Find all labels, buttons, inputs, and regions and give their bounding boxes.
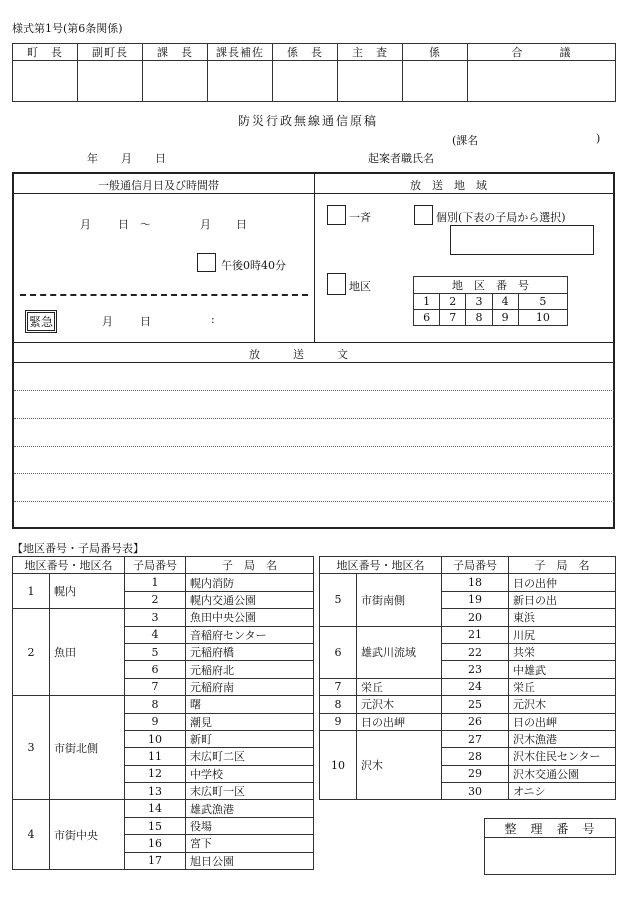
time-option-checkbox[interactable]	[197, 253, 216, 272]
approval-stamp-cell[interactable]	[78, 61, 143, 102]
substation-number: 7	[125, 678, 186, 695]
station-table-title: 【地区番号・子局番号表】	[12, 542, 144, 555]
emergency-colon: :	[211, 313, 215, 326]
substation-name: 中雄武	[509, 661, 616, 678]
approval-stamp-cell[interactable]	[143, 61, 208, 102]
area-number: 4	[13, 800, 50, 870]
station-table-right	[319, 556, 616, 800]
substation-name: 日の出岬	[509, 713, 616, 730]
date-year-label: 年	[87, 152, 98, 165]
area-name: 日の出岬	[357, 713, 442, 730]
substation-name: 幌内交通公園	[186, 591, 314, 608]
substation-name: 末広町二区	[186, 748, 314, 765]
substation-name: 曙	[186, 696, 314, 713]
approval-header-0: 町 長	[13, 44, 78, 61]
header-station-name: 子 局 名	[186, 557, 314, 574]
substation-name: オニシ	[509, 783, 616, 800]
area-number-cell[interactable]: 10	[518, 310, 567, 326]
area-name: 魚田	[50, 609, 125, 696]
substation-number: 25	[442, 696, 509, 713]
substation-number: 23	[442, 661, 509, 678]
area-grid-title: 地 区 番 号	[414, 277, 568, 294]
substation-number: 3	[125, 609, 186, 626]
substation-name: 潮見	[186, 713, 314, 730]
area-number: 6	[320, 626, 357, 678]
substation-name: 元沢木	[509, 696, 616, 713]
approval-stamp-table	[12, 43, 616, 102]
approval-stamp-cell[interactable]	[208, 61, 273, 102]
area-number-cell[interactable]: 3	[466, 294, 492, 310]
period-day-2: 日	[236, 218, 247, 231]
approval-stamp-cell[interactable]	[403, 61, 468, 102]
substation-name: 元稲府南	[186, 678, 314, 695]
substation-number: 9	[125, 713, 186, 730]
substation-number: 29	[442, 765, 509, 782]
department-label: (課名	[452, 134, 479, 147]
drafter-label: 起案者職氏名	[368, 152, 434, 165]
substation-name: 元稲府橋	[186, 643, 314, 660]
substation-name: 中学校	[186, 765, 314, 782]
table-header-row	[320, 557, 616, 574]
approval-stamp-cell[interactable]	[338, 61, 403, 102]
substation-number: 4	[125, 626, 186, 643]
substation-name: 川尻	[509, 626, 616, 643]
area-number: 3	[13, 696, 50, 800]
substation-number: 22	[442, 643, 509, 660]
area-name: 栄丘	[357, 678, 442, 695]
substation-name: 旭日公園	[186, 852, 314, 869]
substation-name: 役場	[186, 817, 314, 834]
form-number-label: 様式第1号(第6条関係)	[12, 22, 123, 35]
header-area: 地区番号・地区名	[320, 557, 442, 574]
header-substation: 子局番号	[442, 557, 509, 574]
substation-name: 新町	[186, 730, 314, 747]
area-number-cell[interactable]: 6	[414, 310, 440, 326]
substation-number: 6	[125, 661, 186, 678]
substation-name: 雄武漁港	[186, 800, 314, 817]
substation-number: 14	[125, 800, 186, 817]
substation-number: 2	[125, 591, 186, 608]
department-close: )	[596, 132, 601, 145]
text-header-divider	[12, 362, 615, 363]
substation-name: 栄丘	[509, 678, 616, 695]
period-day-1: 日	[118, 218, 129, 231]
broadcast-area-label: 地区	[349, 280, 371, 293]
area-name: 市街中央	[50, 800, 125, 870]
table-header-row	[13, 557, 314, 574]
reference-number-box	[484, 818, 616, 875]
table-row	[320, 626, 616, 643]
substation-number: 5	[125, 643, 186, 660]
approval-header-6: 係	[403, 44, 468, 61]
substation-name: 沢木交通公園	[509, 765, 616, 782]
area-number-cell[interactable]: 4	[492, 294, 518, 310]
broadcast-text-area[interactable]	[14, 364, 614, 527]
header-substation: 子局番号	[125, 557, 186, 574]
area-number: 7	[320, 678, 357, 695]
date-month-label: 月	[121, 152, 132, 165]
substation-name: 日の出仲	[509, 574, 616, 591]
emergency-separator	[20, 294, 308, 296]
substation-number: 18	[442, 574, 509, 591]
broadcast-text-header: 放 送 文	[249, 348, 348, 361]
station-table-left	[12, 556, 314, 870]
period-month-2: 月	[200, 218, 211, 231]
broadcast-all-label: 一斉	[349, 211, 371, 224]
table-row	[320, 574, 616, 591]
period-month-1: 月	[80, 218, 91, 231]
document-title: 防災行政無線通信原稿	[238, 114, 379, 128]
area-name: 市街北側	[50, 696, 125, 800]
approval-header-7: 合 議	[468, 44, 616, 61]
approval-stamp-cell[interactable]	[273, 61, 338, 102]
approval-stamp-cell[interactable]	[13, 61, 78, 102]
area-number: 10	[320, 730, 357, 800]
area-name: 幌内	[50, 574, 125, 609]
table-row	[13, 574, 314, 591]
period-header: 一般通信月日及び時間帯	[98, 179, 219, 192]
table-row	[13, 696, 314, 713]
emergency-badge: 緊急	[27, 312, 55, 331]
table-row	[320, 678, 616, 695]
area-name: 雄武川流域	[357, 626, 442, 678]
substation-number: 26	[442, 713, 509, 730]
substation-name: 宮下	[186, 835, 314, 852]
table-row	[320, 696, 616, 713]
header-station-name: 子 局 名	[509, 557, 616, 574]
section-divider	[12, 342, 615, 343]
substation-name: 末広町一区	[186, 783, 314, 800]
substation-name: 元稲府北	[186, 661, 314, 678]
approval-header-4: 係 長	[273, 44, 338, 61]
area-number: 5	[320, 574, 357, 626]
area-name: 沢木	[357, 730, 442, 800]
table-row	[320, 730, 616, 747]
time-option-label: 午後0時40分	[221, 259, 286, 272]
date-day-label: 日	[155, 152, 166, 165]
area-number-cell[interactable]: 2	[440, 294, 466, 310]
area-number-cell[interactable]: 5	[518, 294, 567, 310]
substation-name: 沢木漁港	[509, 730, 616, 747]
area-number: 1	[13, 574, 50, 609]
broadcast-individual-label: 個別(下表の子局から選択)	[436, 211, 566, 224]
emergency-month: 月	[102, 315, 113, 328]
area-number: 2	[13, 609, 50, 696]
approval-header-5: 主 査	[338, 44, 403, 61]
substation-name: 幌内消防	[186, 574, 314, 591]
substation-name: 東浜	[509, 609, 616, 626]
table-row	[320, 713, 616, 730]
header-area: 地区番号・地区名	[13, 557, 125, 574]
approval-header-2: 課 長	[143, 44, 208, 61]
area-number-grid	[413, 276, 568, 326]
emergency-day: 日	[140, 315, 151, 328]
reference-number-label: 整 理 番 号	[485, 819, 616, 838]
broadcast-area-checkbox[interactable]	[327, 273, 346, 295]
broadcast-all-checkbox[interactable]	[327, 205, 346, 225]
substation-number: 8	[125, 696, 186, 713]
substation-number: 12	[125, 765, 186, 782]
substation-number: 13	[125, 783, 186, 800]
approval-header-1: 副町長	[78, 44, 143, 61]
header-divider	[12, 193, 615, 194]
area-header: 放 送 地 域	[410, 179, 487, 192]
form-column-divider	[314, 172, 315, 342]
area-number-cell[interactable]: 8	[466, 310, 492, 326]
substation-number: 24	[442, 678, 509, 695]
substation-number: 10	[125, 730, 186, 747]
reference-number-field[interactable]	[485, 838, 616, 875]
substation-number: 11	[125, 748, 186, 765]
substation-number: 17	[125, 852, 186, 869]
area-number-cell[interactable]: 1	[414, 294, 440, 310]
substation-number: 30	[442, 783, 509, 800]
period-tilde: 〜	[140, 218, 151, 231]
substation-number: 16	[125, 835, 186, 852]
substation-number: 20	[442, 609, 509, 626]
substation-number: 19	[442, 591, 509, 608]
table-row	[13, 609, 314, 626]
table-row	[13, 800, 314, 817]
substation-name: 魚田中央公園	[186, 609, 314, 626]
approval-header-3: 課長補佐	[208, 44, 273, 61]
area-number: 8	[320, 696, 357, 713]
area-name: 元沢木	[357, 696, 442, 713]
substation-name: 音稲府センター	[186, 626, 314, 643]
area-name: 市街南側	[357, 574, 442, 626]
approval-stamp-cell[interactable]	[468, 61, 616, 102]
substation-name: 沢木住民センター	[509, 748, 616, 765]
individual-stations-field[interactable]	[450, 225, 594, 255]
substation-name: 共栄	[509, 643, 616, 660]
substation-number: 21	[442, 626, 509, 643]
substation-name: 新日の出	[509, 591, 616, 608]
substation-number: 28	[442, 748, 509, 765]
area-number: 9	[320, 713, 357, 730]
area-number-cell[interactable]: 7	[440, 310, 466, 326]
substation-number: 15	[125, 817, 186, 834]
broadcast-individual-checkbox[interactable]	[414, 205, 433, 225]
area-number-cell[interactable]: 9	[492, 310, 518, 326]
substation-number: 27	[442, 730, 509, 747]
substation-number: 1	[125, 574, 186, 591]
